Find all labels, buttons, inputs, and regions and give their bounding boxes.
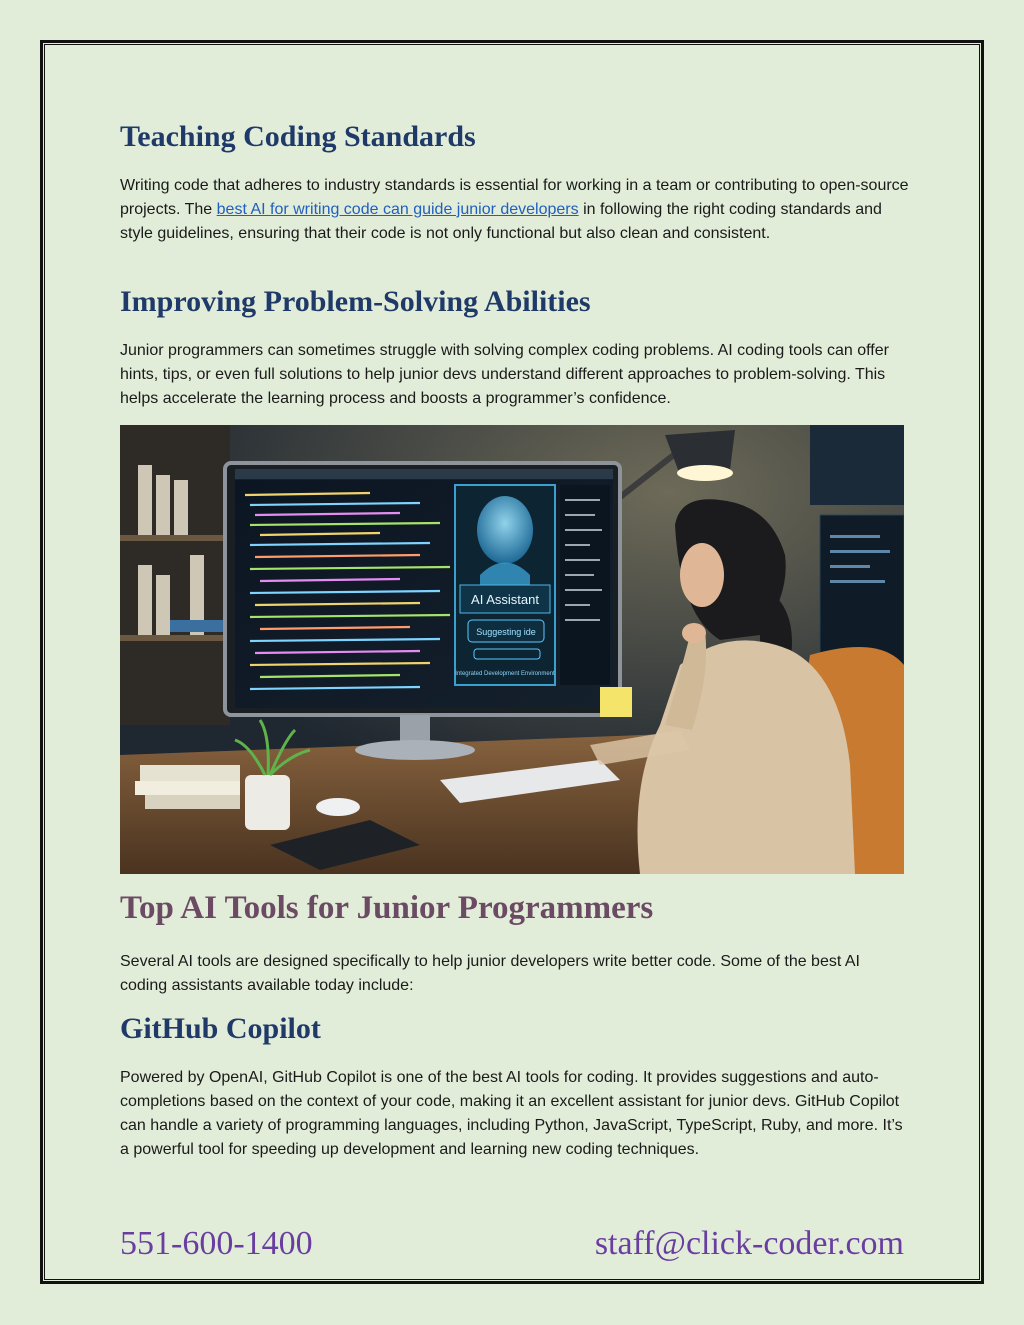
illustration-svg xyxy=(120,425,904,874)
paragraph-teaching-text-after: in following the right coding standards and style guidelines, ensuring that their code is not only functional but also clean and consistent. xyxy=(120,201,882,242)
paragraph-teaching-text-before: Writing code that adheres to industry standards is essential for working in a team or contributing to open-source projects. The xyxy=(120,177,909,218)
paragraph-teaching xyxy=(120,174,910,246)
illustration-ai-assistant-photo xyxy=(120,425,904,874)
best-ai-link[interactable]: best AI for writing code can guide junior developers xyxy=(216,201,579,218)
ide-label: Integrated Development Environment xyxy=(455,671,555,677)
paragraph-github-copilot: Powered by OpenAI, GitHub Copilot is one of the best AI tools for coding. It provides suggestions and auto-completions based on the context of your code, making it an excellent assistant for junior devs. GitHub Copilot can handle a variety of programming languages, including Python, JavaScript, TypeScript, Ruby, and more. It’s a powerful tool for speeding up development and learning new coding techniques. xyxy=(120,1069,903,1158)
heading-top-ai-tools: Top AI Tools for Junior Programmers xyxy=(120,890,654,926)
heading-problem-solving: Improving Problem-Solving Abilities xyxy=(120,285,591,318)
paragraph-problem-solving: Junior programmers can sometimes struggle with solving complex coding problems. AI coding tools can offer hints, tips, or even full solutions to help junior devs understand different approaches to problem-solving. This helps accelerate the learning process and boosts a programmer’s confidence. xyxy=(120,342,889,407)
ai-assistant-label: AI Assistant xyxy=(471,592,539,607)
paragraph-top-tools: Several AI tools are designed specifically to help junior developers write better code. Some of the best AI coding assistants available today include: xyxy=(120,953,860,994)
heading-github-copilot: GitHub Copilot xyxy=(120,1012,321,1045)
suggesting-label: Suggesting ide xyxy=(476,627,536,637)
footer-phone[interactable]: 551-600-1400 xyxy=(120,1225,313,1262)
heading-teaching-coding-standards: Teaching Coding Standards xyxy=(120,120,476,153)
footer-email[interactable]: staff@click-coder.com xyxy=(594,1225,904,1262)
